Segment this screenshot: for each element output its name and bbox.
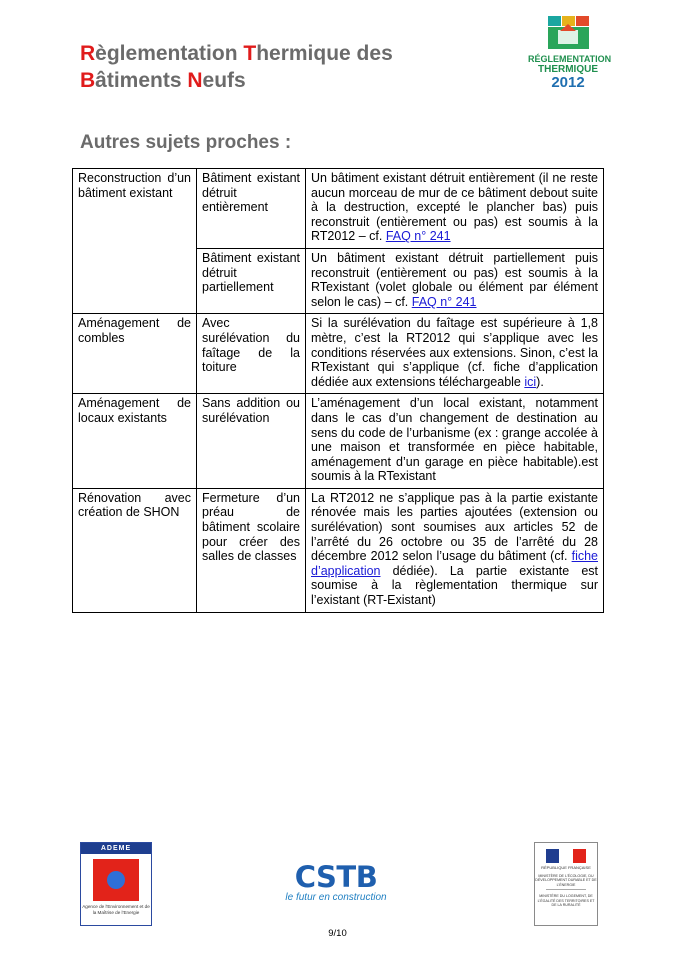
- cstb-tagline: le futur en construction: [285, 892, 387, 903]
- description-text: Si la surélévation du faîtage est supérieure à 1,8 mètre, c’est la RT2012 qui s’applique avec les conditions réservées aux extensions. Sinon, c’est la RTexistant qui s’applique (cf. fiche d’application dédiée aux extensions téléchargeable: [311, 316, 598, 389]
- ademe-emblem: [93, 859, 139, 901]
- description-text-tail: ).: [536, 374, 544, 389]
- description-cell: [306, 314, 604, 394]
- description-text: Un bâtiment existant détruit partiellement puis reconstruit (entièrement ou pas) est soumis à la RTexistant (volet globale ou élément par élément selon le cas) – cf.: [311, 250, 598, 309]
- subject-cell: Rénovation avec création de SHON: [73, 488, 197, 612]
- logo-text-2: THERMIQUE: [538, 64, 598, 75]
- ademe-name: ADEME: [81, 843, 151, 854]
- page-number: 9/10: [328, 928, 347, 939]
- condition-cell: Avec surélévation du faîtage de la toiture: [197, 314, 306, 394]
- ministry-housing: MINISTÈRE DU LOGEMENT, DE L'ÉGALITÉ DES TERRITOIRES ET DE LA RURALITÉ: [537, 894, 595, 908]
- table-row: [73, 394, 604, 489]
- condition-cell: Fermeture d’un préau de bâtiment scolaire pour créer des salles de classes: [197, 488, 306, 612]
- french-flag-icon: [546, 849, 586, 863]
- logo-text-1: RÉGLEMENTATION: [528, 54, 612, 64]
- table-row: [73, 488, 604, 612]
- title-fragment: N: [187, 69, 203, 92]
- reference-link[interactable]: FAQ n° 241: [385, 229, 451, 244]
- title-line-2: [80, 67, 393, 94]
- reference-link[interactable]: ici: [524, 374, 537, 389]
- description-cell: [306, 394, 604, 489]
- title-fragment: T: [243, 42, 257, 65]
- subject-cell: Aménagement de locaux existants: [73, 394, 197, 489]
- description-cell: [306, 248, 604, 313]
- table-row: [73, 314, 604, 394]
- title-fragment: èglementation: [95, 42, 244, 65]
- condition-cell: Bâtiment existant détruit entièrement: [197, 169, 306, 249]
- ministry-logo: [534, 842, 598, 926]
- rt2012-logo: [528, 16, 612, 100]
- table-row: [73, 169, 604, 249]
- reference-link[interactable]: FAQ n° 241: [411, 294, 477, 309]
- related-topics-table: [72, 168, 604, 613]
- condition-cell: Sans addition ou surélévation: [197, 394, 306, 489]
- description-text: La RT2012 ne s’applique pas à la partie existante rénovée mais les parties ajoutées (extension ou surélévation) sont soumises aux articles 52 de l’arrêté du 26 octobre ou 35 de l’arrêté du 28 décembre 2012 selon l’usage du bâtiment (cf.: [311, 490, 598, 564]
- ademe-caption: Agence de l'Environnement et de la Maîtrise de l'Energie: [82, 904, 150, 915]
- cstb-name: CSTB: [294, 860, 378, 894]
- description-cell: [306, 169, 604, 249]
- subject-cell: Reconstruction d’un bâtiment existant: [73, 169, 197, 314]
- title-fragment: B: [80, 69, 96, 92]
- subject-cell: Aménagement de combles: [73, 314, 197, 394]
- ministry-ecology: MINISTÈRE DE L'ÉCOLOGIE, DU DÉVELOPPEMENT DURABLE ET DE L'ÉNERGIE: [535, 874, 597, 887]
- reference-link[interactable]: fiche d’application: [311, 549, 598, 578]
- document-title: [80, 40, 393, 94]
- title-fragment: hermique des: [256, 42, 393, 65]
- logo-graphic: [546, 16, 590, 50]
- ademe-logo: [80, 842, 152, 926]
- section-subtitle: Autres sujets proches :: [80, 132, 292, 153]
- description-text-tail: dédiée). La partie existante est soumise à la règlementation thermique sur l’existant (RT-Existant): [311, 563, 598, 608]
- description-text: L’aménagement d’un local existant, notamment dans le cas d’un changement de destination au sens du code de l’urbanisme (ex : grange accolée à une maison et transformée en pièce habitable, aménagement d’un garage en pièce habitable).est soumis à la RTexistant: [311, 396, 598, 484]
- title-fragment: âtiments: [95, 69, 188, 92]
- cstb-logo: [284, 862, 388, 904]
- logo-text-3: 2012: [551, 74, 585, 91]
- condition-cell: Bâtiment existant détruit partiellement: [197, 248, 306, 313]
- republic-label: RÉPUBLIQUE FRANÇAISE: [541, 865, 591, 870]
- title-line-1: [80, 40, 393, 67]
- title-fragment: eufs: [202, 69, 246, 92]
- title-fragment: R: [80, 42, 96, 65]
- description-text: Un bâtiment existant détruit entièrement (il ne reste aucun morceau de mur de ce bâtiment debout suite à la destruction, excepté le plancher bas) puis reconstruit (entièrement ou pas) est soumis à la RT2012 – cf.: [311, 171, 598, 244]
- description-cell: [306, 488, 604, 612]
